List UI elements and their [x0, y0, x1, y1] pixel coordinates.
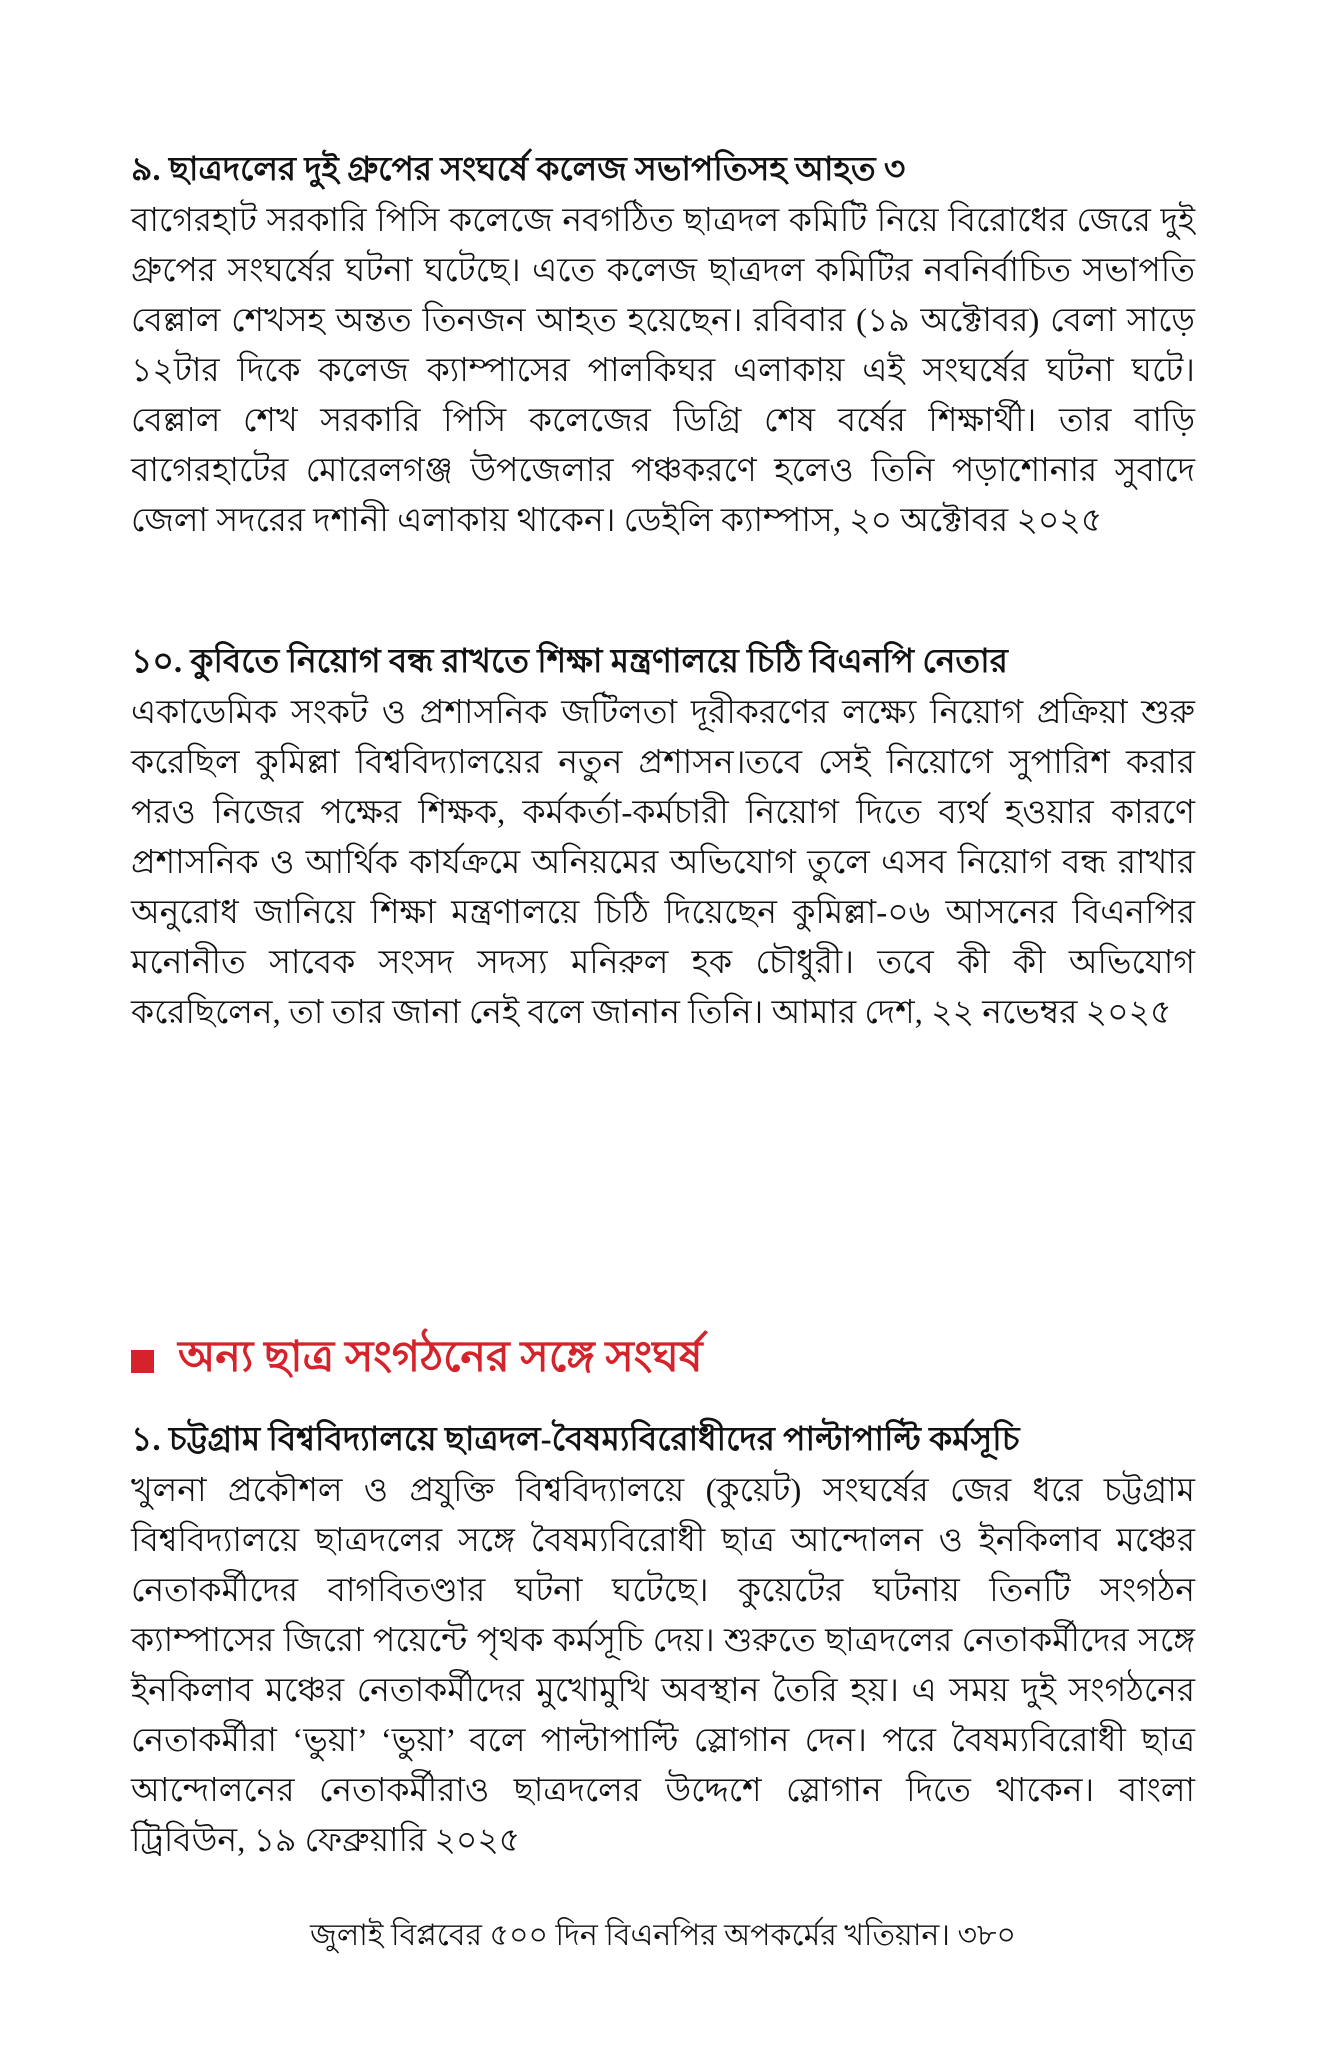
- article-9-body: বাগেরহাট সরকারি পিসি কলেজে নবগঠিত ছাত্রদল কমিটি নিয়ে বিরোধের জেরে দুই গ্রুপের সংঘর্ষের ঘটনা ঘটেছে। এতে কলেজ ছাত্রদল কমিটির নবনির্বাচিত সভাপতি বেল্লাল শেখসহ অন্তত তিনজন আহত হয়েছেন। রবিবার (১৯ অক্টোবর) বেলা সাড়ে ১২টার দিকে কলেজ ক্যাম্পাসের পালকিঘর এলাকায় এই সংঘর্ষের ঘটনা ঘটে।বেল্লাল শেখ সরকারি পিসি কলেজের ডিগ্রি শেষ বর্ষের শিক্ষার্থী। তার বাড়ি বাগেরহাটের মোরেলগঞ্জ উপজেলার পঞ্চকরণে হলেও তিনি পড়াশোনার সুবাদে জেলা সদরের দশানী এলাকায় থাকেন। ডেইলি ক্যাম্পাস, ২০ অক্টোবর ২০২৫: [131, 203, 1195, 539]
- page-footer: [0, 1916, 1326, 1956]
- section-divider-title: অন্য ছাত্র সংগঠনের সঙ্গে সংঘর্ষ: [178, 1334, 703, 1381]
- article-10-body: একাডেমিক সংকট ও প্রশাসনিক জটিলতা দূরীকরণের লক্ষ্যে নিয়োগ প্রক্রিয়া শুরু করেছিল কুমিল্লা বিশ্ববিদ্যালয়ের নতুন প্রশাসন।তবে সেই নিয়োগে সুপারিশ করার পরও নিজের পক্ষের শিক্ষক, কর্মকর্তা-কর্মচারী নিয়োগ দিতে ব্যর্থ হওয়ার কারণে প্রশাসনিক ও আর্থিক কার্যক্রমে অনিয়মের অভিযোগ তুলে এসব নিয়োগ বন্ধ রাখার অনুরোধ জানিয়ে শিক্ষা মন্ত্রণালয়ে চিঠি দিয়েছেন কুমিল্লা-০৬ আসনের বিএনপির মনোনীত সাবেক সংসদ সদস্য মনিরুল হক চৌধুরী। তবে কী কী অভিযোগ করেছিলেন, তা তার জানা নেই বলে জানান তিনি। আমার দেশ, ২২ নভেম্বর ২০২৫: [131, 695, 1195, 1031]
- subsection-1-heading: ১. চট্টগ্রাম বিশ্ববিদ্যালয়ে ছাত্রদল-বৈষম্যবিরোধীদের পাল্টাপাল্টি কর্মসূচি: [131, 1422, 1020, 1458]
- article-9-heading: ৯. ছাত্রদলের দুই গ্রুপের সংঘর্ষে কলেজ সভাপতিসহ আহত ৩: [131, 152, 906, 188]
- footer-text: জুলাই বিপ্লবের ৫০০ দিন বিএনপির অপকর্মের খতিয়ান। ৩৮০: [309, 1919, 1017, 1952]
- subsection-1-body: খুলনা প্রকৌশল ও প্রযুক্তি বিশ্ববিদ্যালয়ে (কুয়েট) সংঘর্ষের জের ধরে চট্টগ্রাম বিশ্ববিদ্যালয়ে ছাত্রদলের সঙ্গে বৈষম্যবিরোধী ছাত্র আন্দোলন ও ইনকিলাব মঞ্চের নেতাকর্মীদের বাগবিতণ্ডার ঘটনা ঘটেছে। কুয়েটের ঘটনায় তিনটি সংগঠন ক্যাম্পাসের জিরো পয়েন্টে পৃথক কর্মসূচি দেয়। শুরুতে ছাত্রদলের নেতাকর্মীদের সঙ্গে ইনকিলাব মঞ্চের নেতাকর্মীদের মুখোমুখি অবস্থান তৈরি হয়। এ সময় দুই সংগঠনের নেতাকর্মীরা ‘ভুয়া’ ‘ভুয়া’ বলে পাল্টাপাল্টি স্লোগান দেন। পরে বৈষম্যবিরোধী ছাত্র আন্দোলনের নেতাকর্মীরাও ছাত্রদলের উদ্দেশে স্লোগান দিতে থাকেন। বাংলা ট্রিবিউন, ১৯ ফেব্রুয়ারি ২০২৫: [131, 1473, 1195, 1859]
- square-bullet-icon: [131, 1350, 154, 1373]
- section-divider-heading: [131, 1330, 1195, 1386]
- article-10-heading: ১০. কুবিতে নিয়োগ বন্ধ রাখতে শিক্ষা মন্ত্রণালয়ে চিঠি বিএনপি নেতার: [131, 644, 1008, 680]
